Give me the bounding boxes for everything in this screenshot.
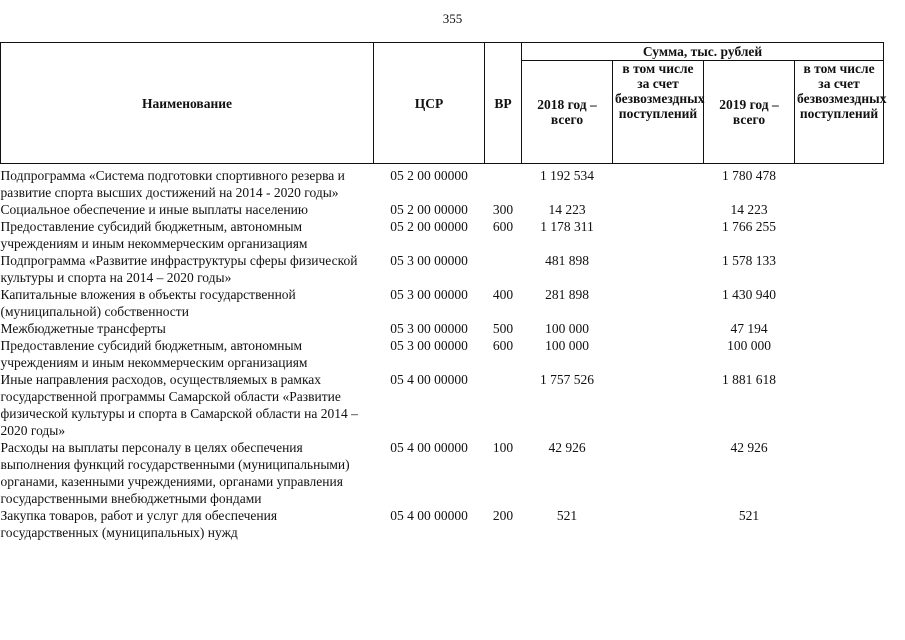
- header-2019-total: 2019 год – всего: [704, 61, 795, 164]
- row-2018-total: 1 757 526: [540, 372, 594, 387]
- row-csr: 05 2 00 00000: [390, 202, 468, 217]
- row-csr: 05 4 00 00000: [390, 508, 468, 523]
- row-2018-total: 1 178 311: [540, 219, 594, 234]
- row-vr: [485, 252, 522, 286]
- row-name: Предоставление субсидий бюджетным, автономным учреждениям и иным некоммерческим организациям: [0, 338, 308, 370]
- row-vr: 600: [492, 338, 514, 353]
- row-name: Капитальные вложения в объекты государственной (муниципальной) собственности: [0, 287, 296, 319]
- row-2019-free: [795, 439, 884, 507]
- row-name: Социальное обеспечение и иные выплаты населению: [0, 202, 308, 217]
- row-2018-total: 42 926: [548, 440, 586, 455]
- row-csr: 05 2 00 00000: [390, 219, 468, 234]
- row-2019-total: 1 430 940: [722, 287, 776, 302]
- row-2018-free: [613, 439, 704, 507]
- row-2019-free: [795, 164, 884, 202]
- row-2019-total: 1 780 478: [722, 168, 776, 183]
- row-vr: 500: [492, 321, 514, 336]
- row-vr: [485, 371, 522, 439]
- row-csr: 05 3 00 00000: [390, 287, 468, 302]
- header-vr: ВР: [485, 43, 522, 164]
- row-name: Иные направления расходов, осуществляемых в рамках государственной программы Самарской области «Развитие физической культуры и спорта в Самарской области на 2014 – 2020 годы»: [0, 372, 358, 438]
- row-2018-free: [613, 201, 704, 218]
- row-2019-free: [795, 218, 884, 252]
- row-2018-total: 481 898: [545, 253, 589, 268]
- row-vr: 100: [492, 440, 514, 455]
- table-row: [1, 507, 884, 541]
- row-2018-free: [613, 218, 704, 252]
- row-2019-free: [795, 337, 884, 371]
- row-csr: 05 2 00 00000: [390, 168, 468, 183]
- table-row: [1, 439, 884, 507]
- row-2019-total: 1 881 618: [722, 372, 776, 387]
- row-2019-free: [795, 320, 884, 337]
- row-2018-free: [613, 337, 704, 371]
- table-row: [1, 164, 884, 202]
- table-row: [1, 218, 884, 252]
- row-csr: 05 4 00 00000: [390, 372, 468, 387]
- row-vr: [485, 164, 522, 202]
- row-2018-free: [613, 164, 704, 202]
- row-csr: 05 3 00 00000: [390, 321, 468, 336]
- budget-table: [0, 42, 887, 541]
- row-name: Закупка товаров, работ и услуг для обеспечения государственных (муниципальных) нужд: [0, 508, 278, 540]
- row-name: Межбюджетные трансферты: [0, 321, 166, 336]
- row-2019-free: [795, 371, 884, 439]
- table-row: [1, 201, 884, 218]
- row-2019-total: 521: [738, 508, 760, 523]
- row-name: Подпрограмма «Развитие инфраструктуры сферы физической культуры и спорта на 2014 – 2020 годы»: [0, 253, 358, 285]
- row-2019-free: [795, 252, 884, 286]
- row-csr: 05 3 00 00000: [390, 253, 468, 268]
- row-2018-free: [613, 371, 704, 439]
- row-2018-total: 100 000: [545, 338, 589, 353]
- header-name: Наименование: [1, 43, 374, 164]
- header-2019-free: в том числе за счет безвозмездных поступлений: [795, 61, 884, 164]
- header-2018-total: 2018 год – всего: [522, 61, 613, 164]
- header-csr: ЦСР: [374, 43, 485, 164]
- row-2019-total: 1 766 255: [722, 219, 776, 234]
- row-2018-free: [613, 286, 704, 320]
- row-2019-free: [795, 201, 884, 218]
- row-2018-total: 14 223: [548, 202, 586, 217]
- row-2019-free: [795, 286, 884, 320]
- row-vr: 200: [492, 508, 514, 523]
- table-row: [1, 320, 884, 337]
- row-vr: 600: [492, 219, 514, 234]
- row-csr: 05 3 00 00000: [390, 338, 468, 353]
- table-row: [1, 252, 884, 286]
- row-2018-free: [613, 507, 704, 541]
- row-2019-total: 47 194: [730, 321, 768, 336]
- row-2018-free: [613, 320, 704, 337]
- row-2019-total: 42 926: [730, 440, 768, 455]
- table-body: [1, 164, 884, 542]
- row-csr: 05 4 00 00000: [390, 440, 468, 455]
- row-name: Предоставление субсидий бюджетным, автономным учреждениям и иным некоммерческим организациям: [0, 219, 308, 251]
- row-2019-total: 14 223: [730, 202, 768, 217]
- row-2019-free: [795, 507, 884, 541]
- row-2018-total: 521: [556, 508, 578, 523]
- page-number: 355: [442, 11, 463, 26]
- row-vr: 400: [492, 287, 514, 302]
- table-row: [1, 337, 884, 371]
- row-2018-total: 1 192 534: [540, 168, 594, 183]
- row-name: Подпрограмма «Система подготовки спортивного резерва и развитие спорта высших достижений на 2014 - 2020 годы»: [0, 168, 345, 200]
- table-row: [1, 371, 884, 439]
- row-2019-total: 1 578 133: [722, 253, 776, 268]
- row-2018-total: 281 898: [545, 287, 589, 302]
- row-2018-total: 100 000: [545, 321, 589, 336]
- row-2018-free: [613, 252, 704, 286]
- row-2019-total: 100 000: [727, 338, 771, 353]
- row-name: Расходы на выплаты персоналу в целях обеспечения выполнения функций государственными (муниципальными) органами, казенными учреждениями, органами управления государственными внебюджетными фондами: [0, 440, 350, 506]
- header-2018-free: в том числе за счет безвозмездных поступлений: [613, 61, 704, 164]
- row-vr: 300: [492, 202, 514, 217]
- table-row: [1, 286, 884, 320]
- header-sum: Сумма, тыс. рублей: [522, 43, 884, 61]
